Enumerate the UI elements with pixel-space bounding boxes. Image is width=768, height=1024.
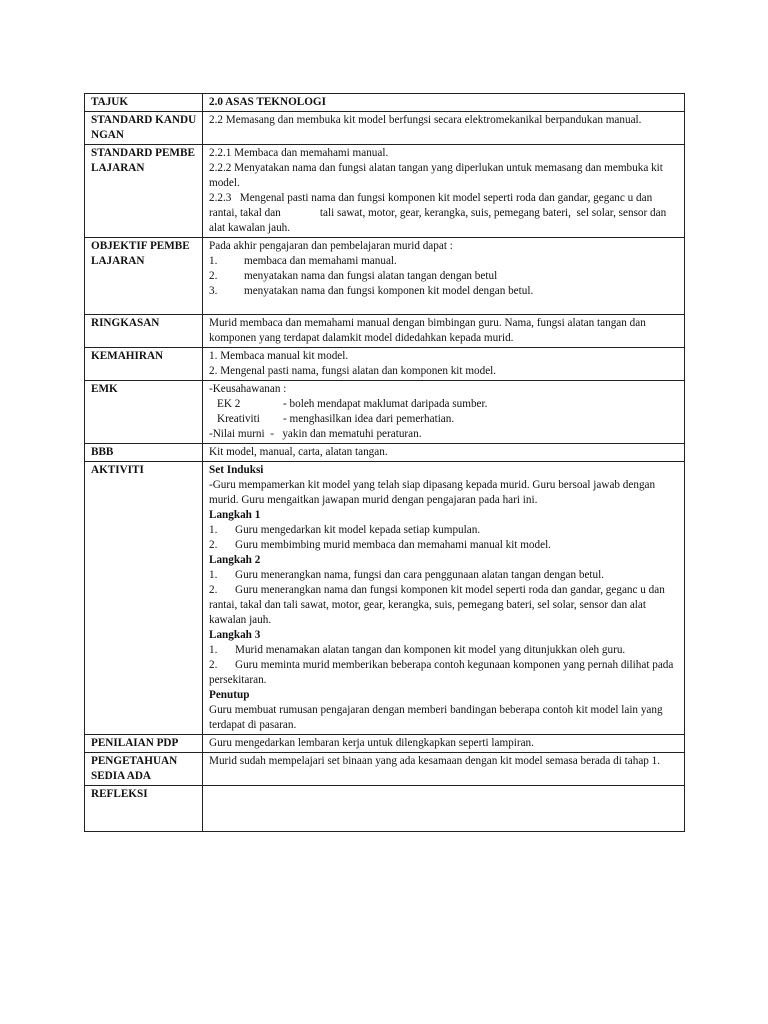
emk-nilai: -Nilai murni - yakin dan mematuhi peraturan. [209,428,422,440]
value-aktiviti [203,462,685,735]
langkah3-item: 1. Murid menamakan alatan tangan dan komponen kit model yang ditunjukkan oleh guru. [209,644,626,656]
set-induksi-heading: Set Induksi [209,464,264,476]
value-objektif [203,238,685,315]
label-bbb: BBB [85,444,203,462]
value-kemahiran [203,348,685,381]
sp-item: 2.2.3 Mengenal pasti nama dan fungsi komponen kit model seperti roda dan gandar, geganc u dan rantai, takal dan tali sawat, motor, gear, kerangka, suis, pemegang bateri, sel solar, sensor dan alat kawalan jauh. [209,192,669,234]
langkah2-heading: Langkah 2 [209,554,261,566]
row-ringkasan [85,315,685,348]
emk-head: -Keusahawanan : [209,383,287,395]
value-ringkasan: Murid membaca dan memahami manual dengan bimbingan guru. Nama, fungsi alatan tangan dan komponen yang terdapat dalamkit model didedahkan kepada murid. [203,315,685,348]
langkah3-heading: Langkah 3 [209,629,261,641]
penutup-heading: Penutup [209,689,250,701]
label-kemahiran: KEMAHIRAN [85,348,203,381]
label-pengetahuan: PENGETAHUAN SEDIA ADA [85,753,203,786]
value-refleksi [203,786,685,832]
langkah1-item: 1. Guru mengedarkan kit model kepada setiap kumpulan. [209,524,481,536]
row-standard-kandungan [85,112,685,145]
kemahiran-item: 2. Mengenal pasti nama, fungsi alatan dan komponen kit model. [209,365,497,377]
objektif-item: 1. membaca dan memahami manual. [209,255,397,267]
value-pengetahuan: Murid sudah mempelajari set binaan yang ada kesamaan dengan kit model semasa berada di tahap 1. [203,753,685,786]
value-standard-kandungan: 2.2 Memasang dan membuka kit model berfungsi secara elektromekanikal berpandukan manual. [203,112,685,145]
langkah3-item: 2. Guru meminta murid memberikan beberapa contoh kegunaan komponen yang pernah dilihat pada persekitaran. [209,659,674,686]
value-emk [203,381,685,444]
emk-kreativiti: Kreativiti - menghasilkan idea dari pemerhatian. [217,413,455,425]
label-tajuk: TAJUK [85,94,203,112]
label-objektif: OBJEKTIF PEMBELAJARAN [85,238,203,315]
langkah2-item: 2. Guru menerangkan nama dan fungsi komponen kit model seperti roda dan gandar, geganc u dan rantai, takal dan tali sawat, motor, gear, kerangka, suis, pemegang bateri, sel solar, sensor dan alat kawalan jauh. [209,584,665,626]
langkah1-heading: Langkah 1 [209,509,261,521]
langkah1-item: 2. Guru membimbing murid membaca dan memahami manual kit model. [209,539,551,551]
value-tajuk: 2.0 ASAS TEKNOLOGI [203,94,685,112]
row-aktiviti [85,462,685,735]
label-standard-pembelajaran: STANDARD PEMBELAJARAN [85,145,203,238]
value-penilaian: Guru mengedarkan lembaran kerja untuk dilengkapkan seperti lampiran. [203,735,685,753]
row-kemahiran [85,348,685,381]
kemahiran-item: 1. Membaca manual kit model. [209,350,349,362]
row-tajuk [85,94,685,112]
value-standard-pembelajaran [203,145,685,238]
row-bbb [85,444,685,462]
langkah2-item: 1. Guru menerangkan nama, fungsi dan cara penggunaan alatan tangan dengan betul. [209,569,605,581]
lesson-plan-table [84,93,685,832]
row-objektif [85,238,685,315]
label-emk: EMK [85,381,203,444]
objektif-item: 2. menyatakan nama dan fungsi alatan tangan dengan betul [209,270,498,282]
value-bbb: Kit model, manual, carta, alatan tangan. [203,444,685,462]
label-aktiviti: AKTIVITI [85,462,203,735]
sp-item: 2.2.1 Membaca dan memahami manual. [209,147,389,159]
row-emk [85,381,685,444]
row-penilaian [85,735,685,753]
objektif-item: 3. menyatakan nama dan fungsi komponen kit model dengan betul. [209,285,534,297]
label-ringkasan: RINGKASAN [85,315,203,348]
label-refleksi: REFLEKSI [85,786,203,832]
label-penilaian: PENILAIAN PDP [85,735,203,753]
row-pengetahuan [85,753,685,786]
objektif-intro: Pada akhir pengajaran dan pembelajaran murid dapat : [209,240,453,252]
set-induksi-text: -Guru mempamerkan kit model yang telah siap dipasang kepada murid. Guru bersoal jawab dengan murid. Guru mengaitkan jawapan murid dengan pengajaran pada hari ini. [209,479,656,506]
emk-ek: EK 2 - boleh mendapat maklumat daripada sumber. [217,398,488,410]
label-standard-kandungan: STANDARD KANDUNGAN [85,112,203,145]
row-standard-pembelajaran [85,145,685,238]
penutup-text: Guru membuat rumusan pengajaran dengan memberi bandingan beberapa contoh kit model lain yang terdapat di pasaran. [209,704,663,731]
sp-item: 2.2.2 Menyatakan nama dan fungsi alatan tangan yang diperlukan untuk memasang dan membuka kit model. [209,162,663,189]
row-refleksi [85,786,685,832]
